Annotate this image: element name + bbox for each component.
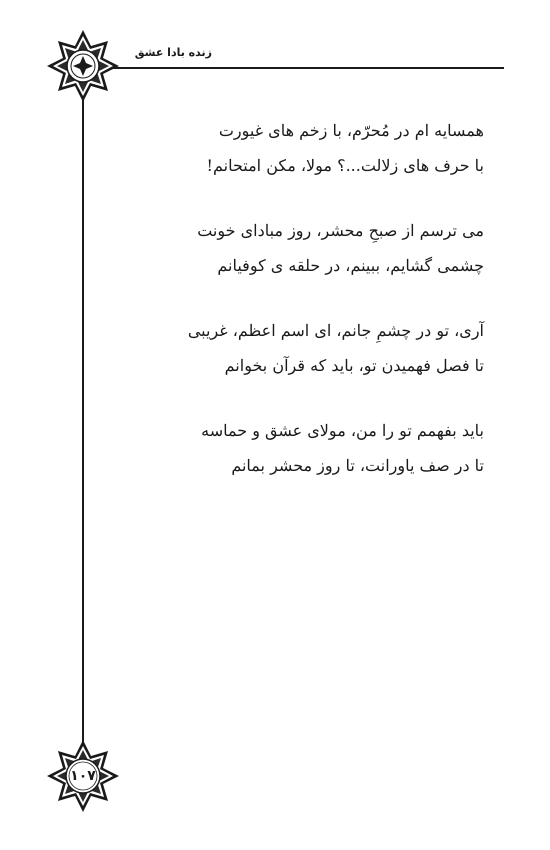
rosette-ornament-icon (45, 28, 121, 104)
stanza (150, 113, 484, 183)
running-header: زنده بادا عشق (134, 46, 212, 59)
verse-line: تا در صف یاورانت، تا روز محشر بمانم (231, 456, 484, 475)
page-number: ۱۰۷ (70, 768, 96, 784)
verse-line: باید بفهمم تو را من، مولای عشق و حماسه (201, 421, 484, 440)
verse-line: آری، تو در چشمِ جانم، ای اسم اعظم، غریبی (187, 321, 484, 340)
header-rule (84, 67, 504, 69)
verse-line: تا فصل فهمیدن تو، باید که قرآن بخوانم (224, 356, 484, 375)
verse-line: همسایه ام در مُحرّم، با زخم های غیورت (218, 121, 484, 140)
poem-body (150, 113, 484, 513)
stanza (150, 413, 484, 483)
stanza (150, 213, 484, 283)
stanza (150, 313, 484, 383)
verse-line: چشمی گشایم، ببینم، در حلقه ی کوفیانم (217, 256, 484, 275)
verse-line: می ترسم از صبحِ محشر، روز مبادای خونت (197, 221, 484, 240)
margin-rule (82, 68, 84, 776)
verse-line: با حرف های زلالت...؟ مولا، مکن امتحانم! (206, 156, 484, 175)
